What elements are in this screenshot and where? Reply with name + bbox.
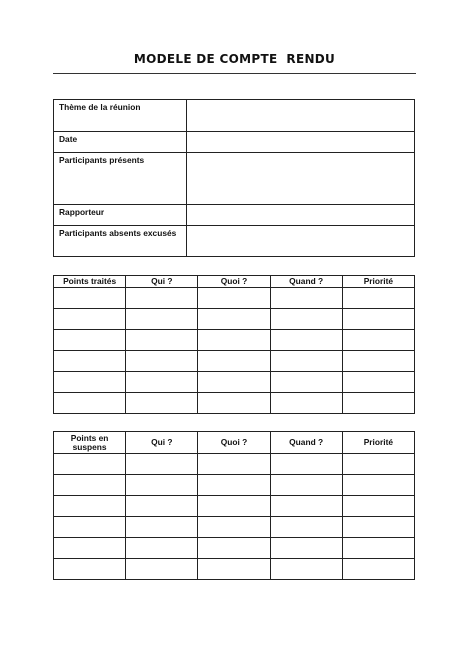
table-cell[interactable] bbox=[270, 351, 342, 372]
info-value-participants[interactable] bbox=[187, 153, 415, 205]
table-row bbox=[54, 538, 415, 559]
table-cell[interactable] bbox=[198, 559, 270, 580]
table-cell[interactable] bbox=[198, 288, 270, 309]
table-cell[interactable] bbox=[270, 288, 342, 309]
table-cell[interactable] bbox=[126, 475, 198, 496]
table-cell[interactable] bbox=[198, 330, 270, 351]
column-header: Points traités bbox=[54, 276, 126, 288]
table-cell[interactable] bbox=[126, 288, 198, 309]
column-header: Quand ? bbox=[270, 432, 342, 454]
info-row-participants bbox=[54, 153, 415, 205]
table-cell[interactable] bbox=[54, 351, 126, 372]
table-cell[interactable] bbox=[54, 454, 126, 475]
table-row bbox=[54, 475, 415, 496]
table-row bbox=[54, 454, 415, 475]
table-cell[interactable] bbox=[270, 538, 342, 559]
table-cell[interactable] bbox=[54, 496, 126, 517]
table-cell[interactable] bbox=[198, 538, 270, 559]
column-header: Quoi ? bbox=[198, 276, 270, 288]
info-value-date[interactable] bbox=[187, 132, 415, 153]
table-cell[interactable] bbox=[270, 517, 342, 538]
table-cell[interactable] bbox=[198, 496, 270, 517]
info-label-participants: Participants présents bbox=[54, 153, 187, 205]
table-cell[interactable] bbox=[126, 393, 198, 414]
info-row-absents bbox=[54, 226, 415, 257]
column-header: Qui ? bbox=[126, 432, 198, 454]
table-cell[interactable] bbox=[126, 559, 198, 580]
title-underline bbox=[53, 73, 416, 74]
points-traites-body bbox=[54, 288, 415, 414]
info-row-date bbox=[54, 132, 415, 153]
table-row bbox=[54, 372, 415, 393]
table-cell[interactable] bbox=[54, 517, 126, 538]
table-row bbox=[54, 559, 415, 580]
column-header: Quoi ? bbox=[198, 432, 270, 454]
table-cell[interactable] bbox=[54, 309, 126, 330]
table-cell[interactable] bbox=[126, 309, 198, 330]
info-value-theme[interactable] bbox=[187, 100, 415, 132]
table-cell[interactable] bbox=[342, 454, 414, 475]
points-en-suspens-body bbox=[54, 454, 415, 580]
table-cell[interactable] bbox=[198, 454, 270, 475]
column-header: Quand ? bbox=[270, 276, 342, 288]
table-cell[interactable] bbox=[54, 393, 126, 414]
column-header: Points en suspens bbox=[54, 432, 126, 454]
points-traites-table bbox=[53, 275, 415, 414]
table-cell[interactable] bbox=[198, 351, 270, 372]
document-title: MODELE DE COMPTE RENDU bbox=[133, 52, 336, 66]
info-value-absents[interactable] bbox=[187, 226, 415, 257]
table-cell[interactable] bbox=[270, 559, 342, 580]
table-row bbox=[54, 330, 415, 351]
table-cell[interactable] bbox=[342, 372, 414, 393]
table-row bbox=[54, 309, 415, 330]
table-cell[interactable] bbox=[342, 475, 414, 496]
points-en-suspens-table bbox=[53, 431, 415, 580]
table-cell[interactable] bbox=[126, 517, 198, 538]
table-cell[interactable] bbox=[270, 475, 342, 496]
table-cell[interactable] bbox=[342, 351, 414, 372]
meeting-info-table bbox=[53, 99, 415, 257]
table-cell[interactable] bbox=[270, 393, 342, 414]
table-cell[interactable] bbox=[126, 454, 198, 475]
table-cell[interactable] bbox=[54, 330, 126, 351]
table-cell[interactable] bbox=[342, 330, 414, 351]
table-row bbox=[54, 517, 415, 538]
info-label-theme: Thème de la réunion bbox=[54, 100, 187, 132]
table-cell[interactable] bbox=[126, 372, 198, 393]
table-cell[interactable] bbox=[198, 393, 270, 414]
table-cell[interactable] bbox=[126, 351, 198, 372]
table-cell[interactable] bbox=[342, 559, 414, 580]
table-cell[interactable] bbox=[54, 538, 126, 559]
table-cell[interactable] bbox=[270, 330, 342, 351]
table-row bbox=[54, 393, 415, 414]
info-row-theme bbox=[54, 100, 415, 132]
column-header: Qui ? bbox=[126, 276, 198, 288]
column-header: Priorité bbox=[342, 432, 414, 454]
table-row bbox=[54, 496, 415, 517]
table-cell[interactable] bbox=[54, 475, 126, 496]
table-cell[interactable] bbox=[54, 372, 126, 393]
table-cell[interactable] bbox=[342, 517, 414, 538]
table-cell[interactable] bbox=[270, 309, 342, 330]
info-label-rapporteur: Rapporteur bbox=[54, 205, 187, 226]
table-cell[interactable] bbox=[342, 288, 414, 309]
table-cell[interactable] bbox=[342, 496, 414, 517]
table-cell[interactable] bbox=[198, 517, 270, 538]
table-cell[interactable] bbox=[342, 393, 414, 414]
table-cell[interactable] bbox=[126, 330, 198, 351]
table-cell[interactable] bbox=[270, 454, 342, 475]
info-value-rapporteur[interactable] bbox=[187, 205, 415, 226]
table-row bbox=[54, 288, 415, 309]
info-label-date: Date bbox=[54, 132, 187, 153]
table-row bbox=[54, 351, 415, 372]
table-cell[interactable] bbox=[198, 475, 270, 496]
table-cell[interactable] bbox=[198, 309, 270, 330]
column-header: Priorité bbox=[342, 276, 414, 288]
table-cell[interactable] bbox=[54, 288, 126, 309]
table-cell[interactable] bbox=[270, 496, 342, 517]
table-header-row bbox=[54, 276, 415, 288]
table-cell[interactable] bbox=[126, 538, 198, 559]
table-cell[interactable] bbox=[198, 372, 270, 393]
table-cell[interactable] bbox=[342, 309, 414, 330]
table-header-row bbox=[54, 432, 415, 454]
info-label-absents: Participants absents excusés bbox=[54, 226, 187, 257]
info-row-rapporteur bbox=[54, 205, 415, 226]
table-cell[interactable] bbox=[126, 496, 198, 517]
table-cell[interactable] bbox=[342, 538, 414, 559]
table-cell[interactable] bbox=[54, 559, 126, 580]
table-cell[interactable] bbox=[270, 372, 342, 393]
